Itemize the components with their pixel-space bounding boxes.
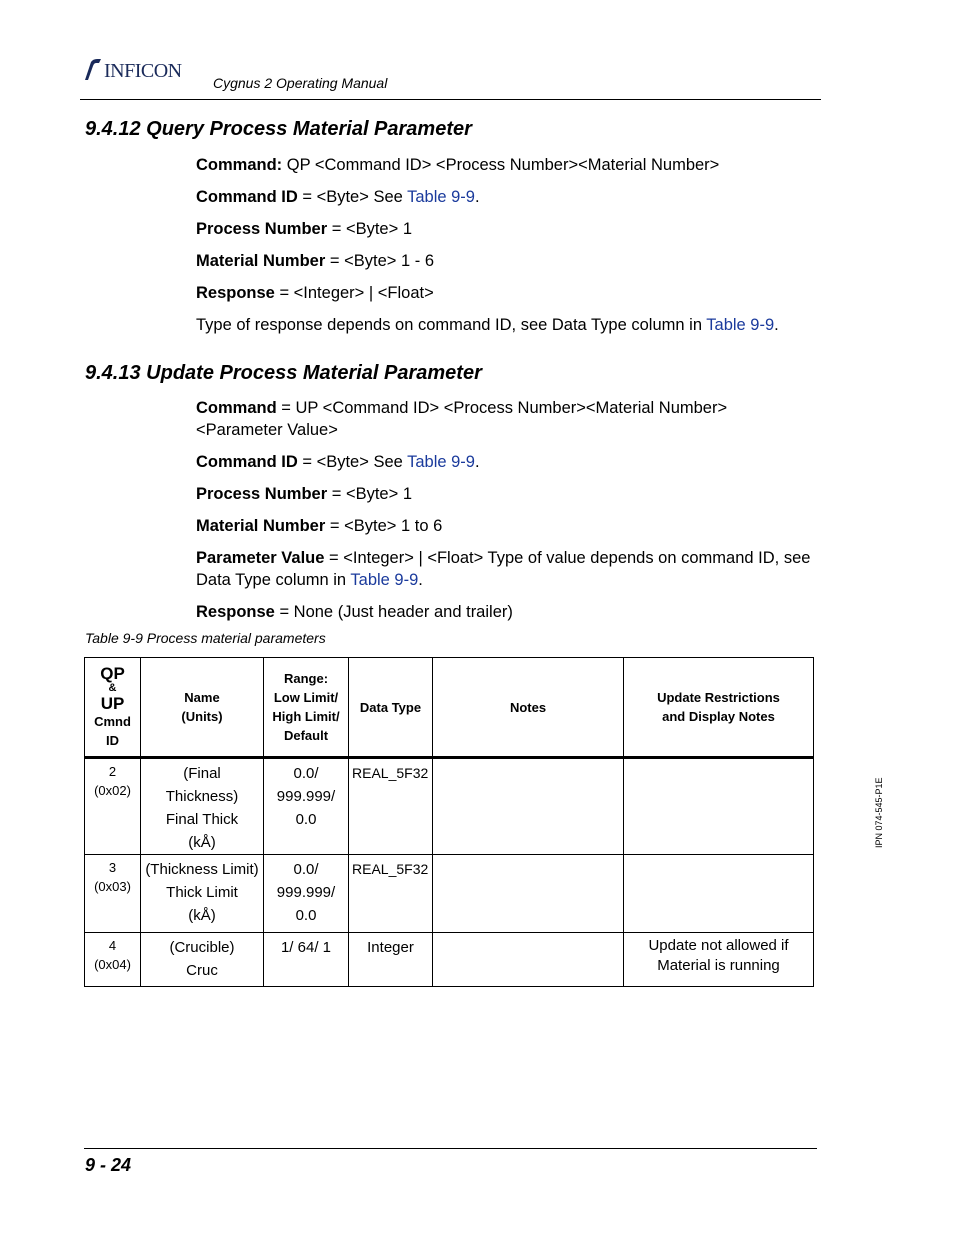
data-type-cell: REAL_5F32	[349, 758, 433, 855]
logo-text: INFICON	[104, 60, 182, 82]
text: Type of response depends on command ID, see Data Type column in	[196, 316, 707, 334]
name-cell	[141, 933, 264, 987]
range-cell	[264, 933, 349, 987]
notes-cell	[433, 758, 624, 855]
up-label: UP	[100, 693, 125, 713]
section-heading-query: 9.4.12 Query Process Material Parameter	[85, 118, 472, 140]
label: Command ID	[196, 188, 298, 206]
name-line: (Final	[183, 765, 221, 782]
range-line: 999.999/	[276, 884, 336, 901]
range-line: 1/ 64/ 1	[280, 939, 332, 956]
value: = <Byte> 1 to 6	[325, 517, 443, 535]
value: = <Integer> | <Float> Type of value depends on command ID, see Data Type column in	[196, 549, 811, 589]
id-value: 3	[108, 860, 117, 875]
period: .	[474, 188, 480, 206]
name-line: Final Thick	[165, 811, 239, 828]
name-line: Thick Limit	[166, 884, 238, 901]
name-line: (Thickness Limit)	[145, 861, 259, 878]
footer-rule	[84, 1148, 817, 1149]
query-type-note	[196, 314, 816, 336]
update-material-line	[196, 515, 816, 537]
value: = <Byte> See	[297, 453, 408, 471]
value: = <Byte> 1	[327, 485, 412, 503]
header-range	[264, 658, 349, 758]
hex-value: (0x04)	[94, 957, 131, 972]
header-text: (Units)	[181, 709, 223, 724]
query-cmdid-line	[196, 186, 816, 208]
cmnd-label: Cmnd	[94, 713, 131, 729]
header-notes: Notes	[433, 658, 624, 758]
header-data-type: Data Type	[349, 658, 433, 758]
range-line: 0.0	[295, 907, 317, 924]
header-name	[141, 658, 264, 758]
name-line: Thickness)	[165, 788, 239, 805]
header-text: Default	[283, 728, 329, 743]
hex-value: (0x03)	[94, 879, 131, 894]
table-link[interactable]: Table 9-9	[407, 453, 475, 471]
range-line: 0.0	[295, 811, 317, 828]
label: Process Number	[196, 485, 328, 503]
table-row	[85, 855, 814, 933]
range-line: 999.999/	[276, 788, 336, 805]
table-link[interactable]: Table 9-9	[706, 316, 775, 334]
table-link[interactable]: Table 9-9	[350, 571, 419, 589]
amp-label: &	[108, 681, 117, 694]
data-type-cell: REAL_5F32	[349, 855, 433, 933]
range-cell	[264, 758, 349, 855]
id-label: ID	[106, 732, 119, 748]
header-text: Name	[184, 690, 220, 705]
id-value: 4	[108, 938, 117, 953]
update-line: Material is running	[657, 957, 780, 974]
query-response-line	[196, 282, 816, 304]
header-text: and Display Notes	[662, 709, 775, 724]
header-text: Low Limit/	[273, 690, 339, 705]
range-cell	[264, 855, 349, 933]
name-line: (kÅ)	[188, 907, 216, 924]
header-cmnd-id	[85, 658, 141, 758]
header-text: Range:	[283, 671, 329, 686]
cmnd-id-cell	[85, 758, 141, 855]
table-row	[85, 933, 814, 987]
update-response-line	[196, 601, 816, 623]
table-row	[85, 758, 814, 855]
notes-cell	[433, 855, 624, 933]
name-line: (kÅ)	[188, 834, 216, 851]
inficon-logo-icon	[82, 58, 102, 82]
update-command-line	[196, 397, 756, 441]
value: = None (Just header and trailer)	[274, 603, 513, 621]
header-update-restrictions	[624, 658, 814, 758]
range-line: 0.0/	[293, 861, 319, 878]
query-material-line	[196, 250, 816, 272]
manual-title: Cygnus 2 Operating Manual	[213, 75, 388, 91]
update-cell	[624, 933, 814, 987]
hex-value: (0x02)	[94, 783, 131, 798]
value: QP <Command ID> <Process Number><Material Number>	[282, 156, 720, 174]
table-caption: Table 9-9 Process material parameters	[85, 630, 326, 646]
header-text: Update Restrictions	[657, 690, 780, 705]
name-cell	[141, 855, 264, 933]
section-heading-update: 9.4.13 Update Process Material Parameter	[85, 362, 482, 384]
label: Material Number	[196, 252, 326, 270]
update-cell	[624, 855, 814, 933]
page-number: 9 - 24	[85, 1155, 132, 1175]
qp-label: QP	[100, 663, 125, 683]
period: .	[774, 316, 779, 334]
value: = UP <Command ID> <Process Number><Material Number> <Parameter Value>	[196, 399, 728, 439]
header-text: High Limit/	[272, 709, 340, 724]
query-process-line	[196, 218, 816, 240]
label: Process Number	[196, 220, 328, 238]
table-header-row	[85, 658, 814, 758]
table-link[interactable]: Table 9-9	[407, 188, 475, 206]
data-type-cell: Integer	[349, 933, 433, 987]
name-cell	[141, 758, 264, 855]
update-process-line	[196, 483, 816, 505]
label: Response	[196, 284, 275, 302]
label: Command	[196, 399, 277, 417]
query-command-line	[196, 154, 816, 176]
process-material-table	[84, 657, 814, 987]
label: Material Number	[196, 517, 326, 535]
label: Command ID	[196, 453, 298, 471]
update-cell	[624, 758, 814, 855]
cmnd-id-cell	[85, 855, 141, 933]
value: = <Byte> 1 - 6	[325, 252, 434, 270]
update-cmdid-line	[196, 451, 816, 473]
label: Parameter Value	[196, 549, 325, 567]
value: = <Integer> | <Float>	[274, 284, 434, 302]
cmnd-id-cell	[85, 933, 141, 987]
value: = <Byte> See	[297, 188, 408, 206]
id-value: 2	[108, 764, 117, 779]
notes-cell	[433, 933, 624, 987]
value: = <Byte> 1	[327, 220, 412, 238]
update-param-line	[196, 547, 811, 591]
label: Response	[196, 603, 275, 621]
name-line: (Crucible)	[169, 939, 235, 956]
header-rule	[80, 99, 821, 100]
range-line: 0.0/	[293, 765, 319, 782]
ipn-side-text: IPN 074-545-P1E	[874, 777, 884, 848]
name-line: Cruc	[186, 962, 218, 979]
label: Command:	[196, 156, 283, 174]
update-line: Update not allowed if	[648, 937, 789, 954]
period: .	[418, 571, 423, 589]
inficon-logo	[82, 58, 182, 82]
period: .	[474, 453, 480, 471]
